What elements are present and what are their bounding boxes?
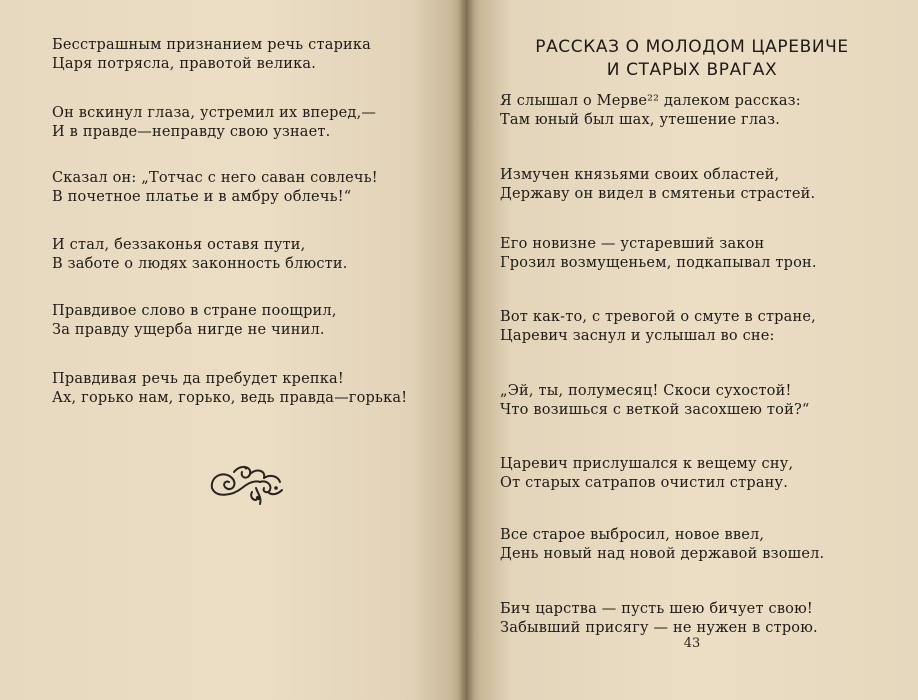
verse-line: Бесстрашным признанием речь старика (52, 37, 372, 53)
right-page (466, 0, 918, 700)
verse-line: Царя потрясла, правотой велика. (52, 56, 317, 72)
left-stanza-4 (52, 236, 348, 274)
left-stanza-1 (52, 36, 371, 74)
right-stanza-3 (500, 235, 817, 273)
verse-line: Что возишься с веткой засохшею той?“ (500, 402, 810, 418)
verse-line: Он вскинул глаза, устремил их вперед,— (52, 105, 377, 121)
verse-line: Его новизне — устаревший закон (500, 236, 765, 252)
left-stanza-2 (52, 104, 376, 142)
title-line: И СТАРЫХ ВРАГАХ (606, 60, 778, 80)
verse-line: От старых сатрапов очистил страну. (500, 475, 789, 491)
page-number: 43 (683, 636, 701, 651)
right-stanza-2 (500, 166, 815, 204)
title-line: РАССКАЗ О МОЛОДОМ ЦАРЕВИЧЕ (535, 37, 849, 57)
verse-line: Измучен князьями своих областей, (500, 167, 780, 183)
verse-line: Грозил возмущеньем, подкапывал трон. (500, 255, 817, 271)
verse-line: И в правде—неправду свою узнает. (52, 124, 331, 140)
verse-line: Царевич прислушался к вещему сну, (500, 456, 794, 472)
verse-line: Царевич заснул и услышал во сне: (500, 328, 775, 344)
verse-line: В заботе о людях законность блюсти. (52, 256, 348, 272)
right-stanza-8 (500, 600, 818, 638)
verse-line: День новый над новой державой взошел. (500, 546, 825, 562)
verse-line: Правдивая речь да пребудет крепка! (52, 371, 344, 387)
verse-line: Все старое выбросил, новое ввел, (500, 527, 765, 543)
verse-line: Забывший присягу — не нужен в строю. (500, 620, 818, 636)
verse-line: За правду ущерба нигде не чинил. (52, 322, 325, 338)
right-stanza-7 (500, 526, 824, 564)
verse-line: Державу он видел в смятеньи страстей. (500, 186, 816, 202)
verse-line: Вот как-то, с тревогой о смуте в стране, (500, 309, 816, 325)
verse-line: И стал, беззаконья оставя пути, (52, 237, 306, 253)
verse-line: Бич царства — пусть шею бичует свою! (500, 601, 813, 617)
verse-line: Сказал он: „Тотчас с него саван совлечь! (52, 170, 378, 186)
verse-line: Ах, горько нам, горько, ведь правда—горька! (52, 390, 408, 406)
left-stanza-3 (52, 169, 378, 207)
right-stanza-5 (500, 382, 810, 420)
right-stanza-1 (500, 92, 801, 130)
book-gutter (458, 0, 474, 700)
right-stanza-6 (500, 455, 793, 493)
left-stanza-6 (52, 370, 407, 408)
floral-ornament-icon (206, 458, 290, 506)
verse-line: Правдивое слово в стране поощрил, (52, 303, 337, 319)
verse-line: Я слышал о Мерве²² далеком рассказ: (500, 93, 801, 109)
verse-line: „Эй, ты, полумесяц! Скоси сухостой! (500, 383, 792, 399)
verse-line: Там юный был шах, утешение глаз. (500, 112, 781, 128)
poem-title (466, 36, 918, 82)
left-stanza-5 (52, 302, 337, 340)
right-stanza-4 (500, 308, 816, 346)
verse-line: В почетное платье и в амбру облечь!“ (52, 189, 352, 205)
